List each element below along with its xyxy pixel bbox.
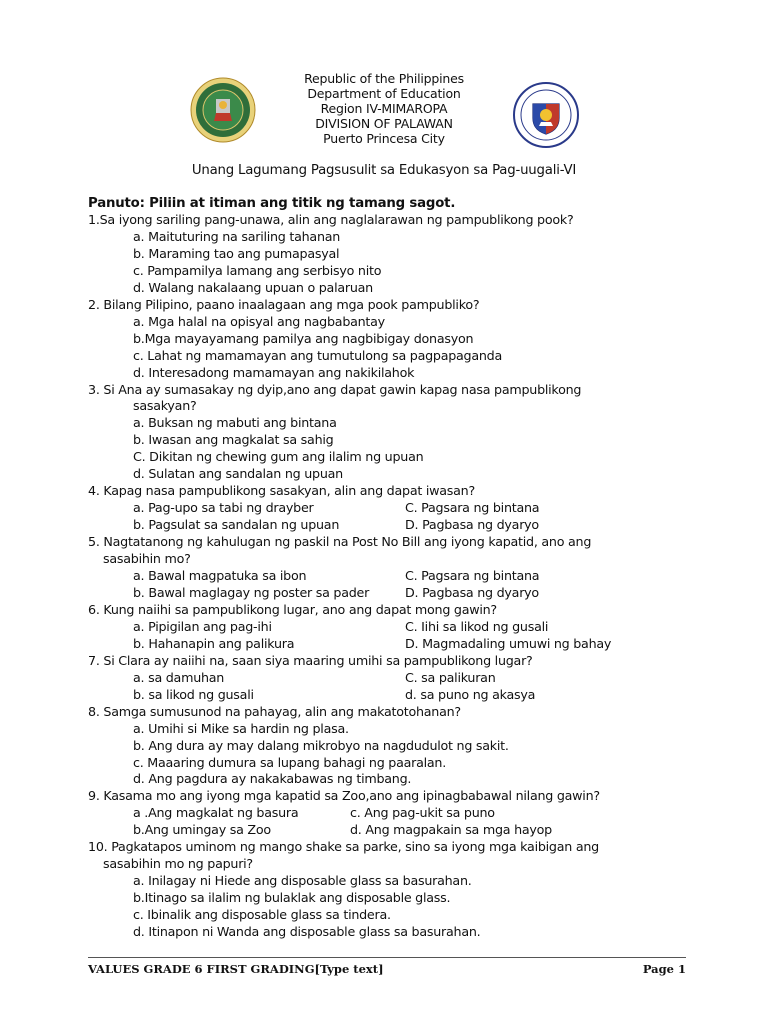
question-3: 3. Si Ana ay sumasakay ng dyip,ano ang dapat gawin kapag nasa pampublikong (88, 381, 582, 397)
question-1-option-c: c. Pampamilya lamang ang serbisyo nito (133, 262, 382, 278)
exam-title: Unang Lagumang Pagsusulit sa Edukasyon sa Pag-uugali-VI (191, 163, 577, 178)
question-7-option-c: C. sa palikuran (405, 669, 496, 685)
page-number: Page 1 (642, 962, 686, 976)
question-3-continuation: sasakyan? (133, 398, 197, 414)
question-3-option-c: C. Dikitan ng chewing gum ang ilalim ng upuan (133, 449, 424, 465)
question-10: 10. Pagkatapos uminom ng mango shake sa parke, sino sa iyong mga kaibigan ang (88, 839, 599, 855)
question-6: 6. Kung naiihi sa pampublikong lugar, ano ang dapat mong gawin? (88, 601, 497, 617)
question-3-option-b: b. Iwasan ang magkalat sa sahig (133, 432, 334, 448)
question-6-options-row (88, 619, 688, 636)
question-4-option-c: C. Pagsara ng bintana (405, 500, 540, 516)
question-2-option-a: a. Mga halal na opisyal ang nagbabantay (133, 313, 385, 329)
question-10-option-c: c. Ibinalik ang disposable glass sa tindera. (133, 907, 391, 923)
question-6-options-row (88, 636, 688, 653)
page-footer (88, 962, 686, 976)
question-3-option-a: a. Buksan ng mabuti ang bintana (133, 415, 337, 431)
question-4-option-d: D. Pagbasa ng dyaryo (405, 517, 539, 533)
question-8: 8. Samga sumusunod na pahayag, alin ang makatotohanan? (88, 703, 461, 719)
question-10-option-a: a. Inilagay ni Hiede ang disposable glass sa basurahan. (133, 873, 472, 889)
division-name: DIVISION OF PALAWAN (315, 116, 453, 131)
question-6-option-b: b. Hahanapin ang palikura (133, 635, 295, 651)
question-3-option-d: d. Sulatan ang sandalan ng upuan (133, 466, 343, 482)
question-5-option-c: C. Pagsara ng bintana (405, 568, 540, 584)
deped-seal-logo (513, 82, 579, 148)
question-10-option-b: b.Itinago sa ilalim ng bulaklak ang disposable glass. (133, 890, 451, 906)
city-name: Puerto Princesa City (323, 131, 445, 146)
question-7-option-b: b. sa likod ng gusali (133, 686, 254, 702)
question-2: 2. Bilang Pilipino, paano inaalagaan ang mga pook pampubliko? (88, 296, 480, 312)
question-6-option-c: C. Iihi sa likod ng gusali (405, 618, 549, 634)
question-4-option-a: a. Pag-upo sa tabi ng drayber (133, 500, 314, 516)
question-8-option-d: d. Ang pagdura ay nakakabawas ng timbang. (133, 771, 412, 787)
question-9-option-d: d. Ang magpakain sa mga hayop (350, 822, 552, 838)
question-list (88, 212, 688, 941)
question-1: 1.Sa iyong sariling pang-unawa, alin ang naglalarawan ng pampublikong pook? (88, 212, 574, 227)
question-4-options-row (88, 517, 688, 534)
question-9: 9. Kasama mo ang iyong mga kapatid sa Zoo,ano ang ipinagbabawal nilang gawin? (88, 788, 600, 804)
question-9-options-row (88, 805, 688, 822)
footer-divider (88, 957, 686, 958)
question-9-option-a: a .Ang magkalat ng basura (133, 805, 299, 821)
question-5-option-b: b. Bawal maglagay ng poster sa pader (133, 584, 370, 600)
question-5: 5. Nagtatanong ng kahulugan ng paskil na Post No Bill ang iyong kapatid, ano ang (88, 534, 592, 550)
footer-left-text: VALUES GRADE 6 FIRST GRADING[Type text] (88, 962, 384, 976)
question-8-option-c: c. Maaaring dumura sa lupang bahagi ng paaralan. (133, 754, 446, 770)
question-1-option-b: b. Maraming tao ang pumapasyal (133, 245, 340, 261)
question-10-continuation: sasabihin mo ng papuri? (103, 856, 253, 872)
question-2-option-c: c. Lahat ng mamamayan ang tumutulong sa pagpapaganda (133, 347, 503, 363)
question-4-option-b: b. Pagsulat sa sandalan ng upuan (133, 517, 340, 533)
question-7-option-a: a. sa damuhan (133, 669, 225, 685)
question-2-option-d: d. Interesadong mamamayan ang nakikilahok (133, 364, 415, 380)
question-9-option-b: b.Ang umingay sa Zoo (133, 822, 271, 838)
question-1-option-a: a. Maituturing na sariling tahanan (133, 228, 341, 244)
letterhead-line: Region IV-MIMAROPA (320, 101, 448, 116)
letterhead-line: Republic of the Philippines (304, 71, 464, 86)
question-9-options-row (88, 822, 688, 839)
question-7: 7. Si Clara ay naiihi na, saan siya maaring umihi sa pampublikong lugar? (88, 652, 533, 668)
question-7-option-d: d. sa puno ng akasya (405, 686, 536, 702)
question-5-option-a: a. Bawal magpatuka sa ibon (133, 568, 307, 584)
question-2-option-b: b.Mga mayayamang pamilya ang nagbibigay donasyon (133, 330, 474, 346)
question-10-option-d: d. Itinapon ni Wanda ang disposable glass sa basurahan. (133, 924, 481, 940)
question-5-continuation: sasabihin mo? (103, 551, 191, 567)
question-1-option-d: d. Walang nakalaang upuan o palaruan (133, 279, 373, 295)
question-8-option-a: a. Umihi si Mike sa hardin ng plasa. (133, 720, 349, 736)
question-4-options-row (88, 500, 688, 517)
instructions: Panuto: Piliin at itiman ang titik ng tamang sagot. (88, 196, 456, 211)
question-8-option-b: b. Ang dura ay may dalang mikrobyo na nagdudulot ng sakit. (133, 737, 509, 753)
question-4: 4. Kapag nasa pampublikong sasakyan, alin ang dapat iwasan? (88, 483, 475, 499)
question-9-option-c: c. Ang pag-ukit sa puno (350, 805, 495, 821)
question-7-options-row (88, 687, 688, 704)
letterhead-line: Department of Education (307, 86, 461, 101)
question-5-option-d: D. Pagbasa ng dyaryo (405, 584, 539, 600)
question-6-option-d: D. Magmadaling umuwi ng bahay (405, 635, 612, 651)
question-6-option-a: a. Pipigilan ang pag-ihi (133, 618, 272, 634)
question-5-options-row (88, 585, 688, 602)
question-7-options-row (88, 670, 688, 687)
question-5-options-row (88, 568, 688, 585)
